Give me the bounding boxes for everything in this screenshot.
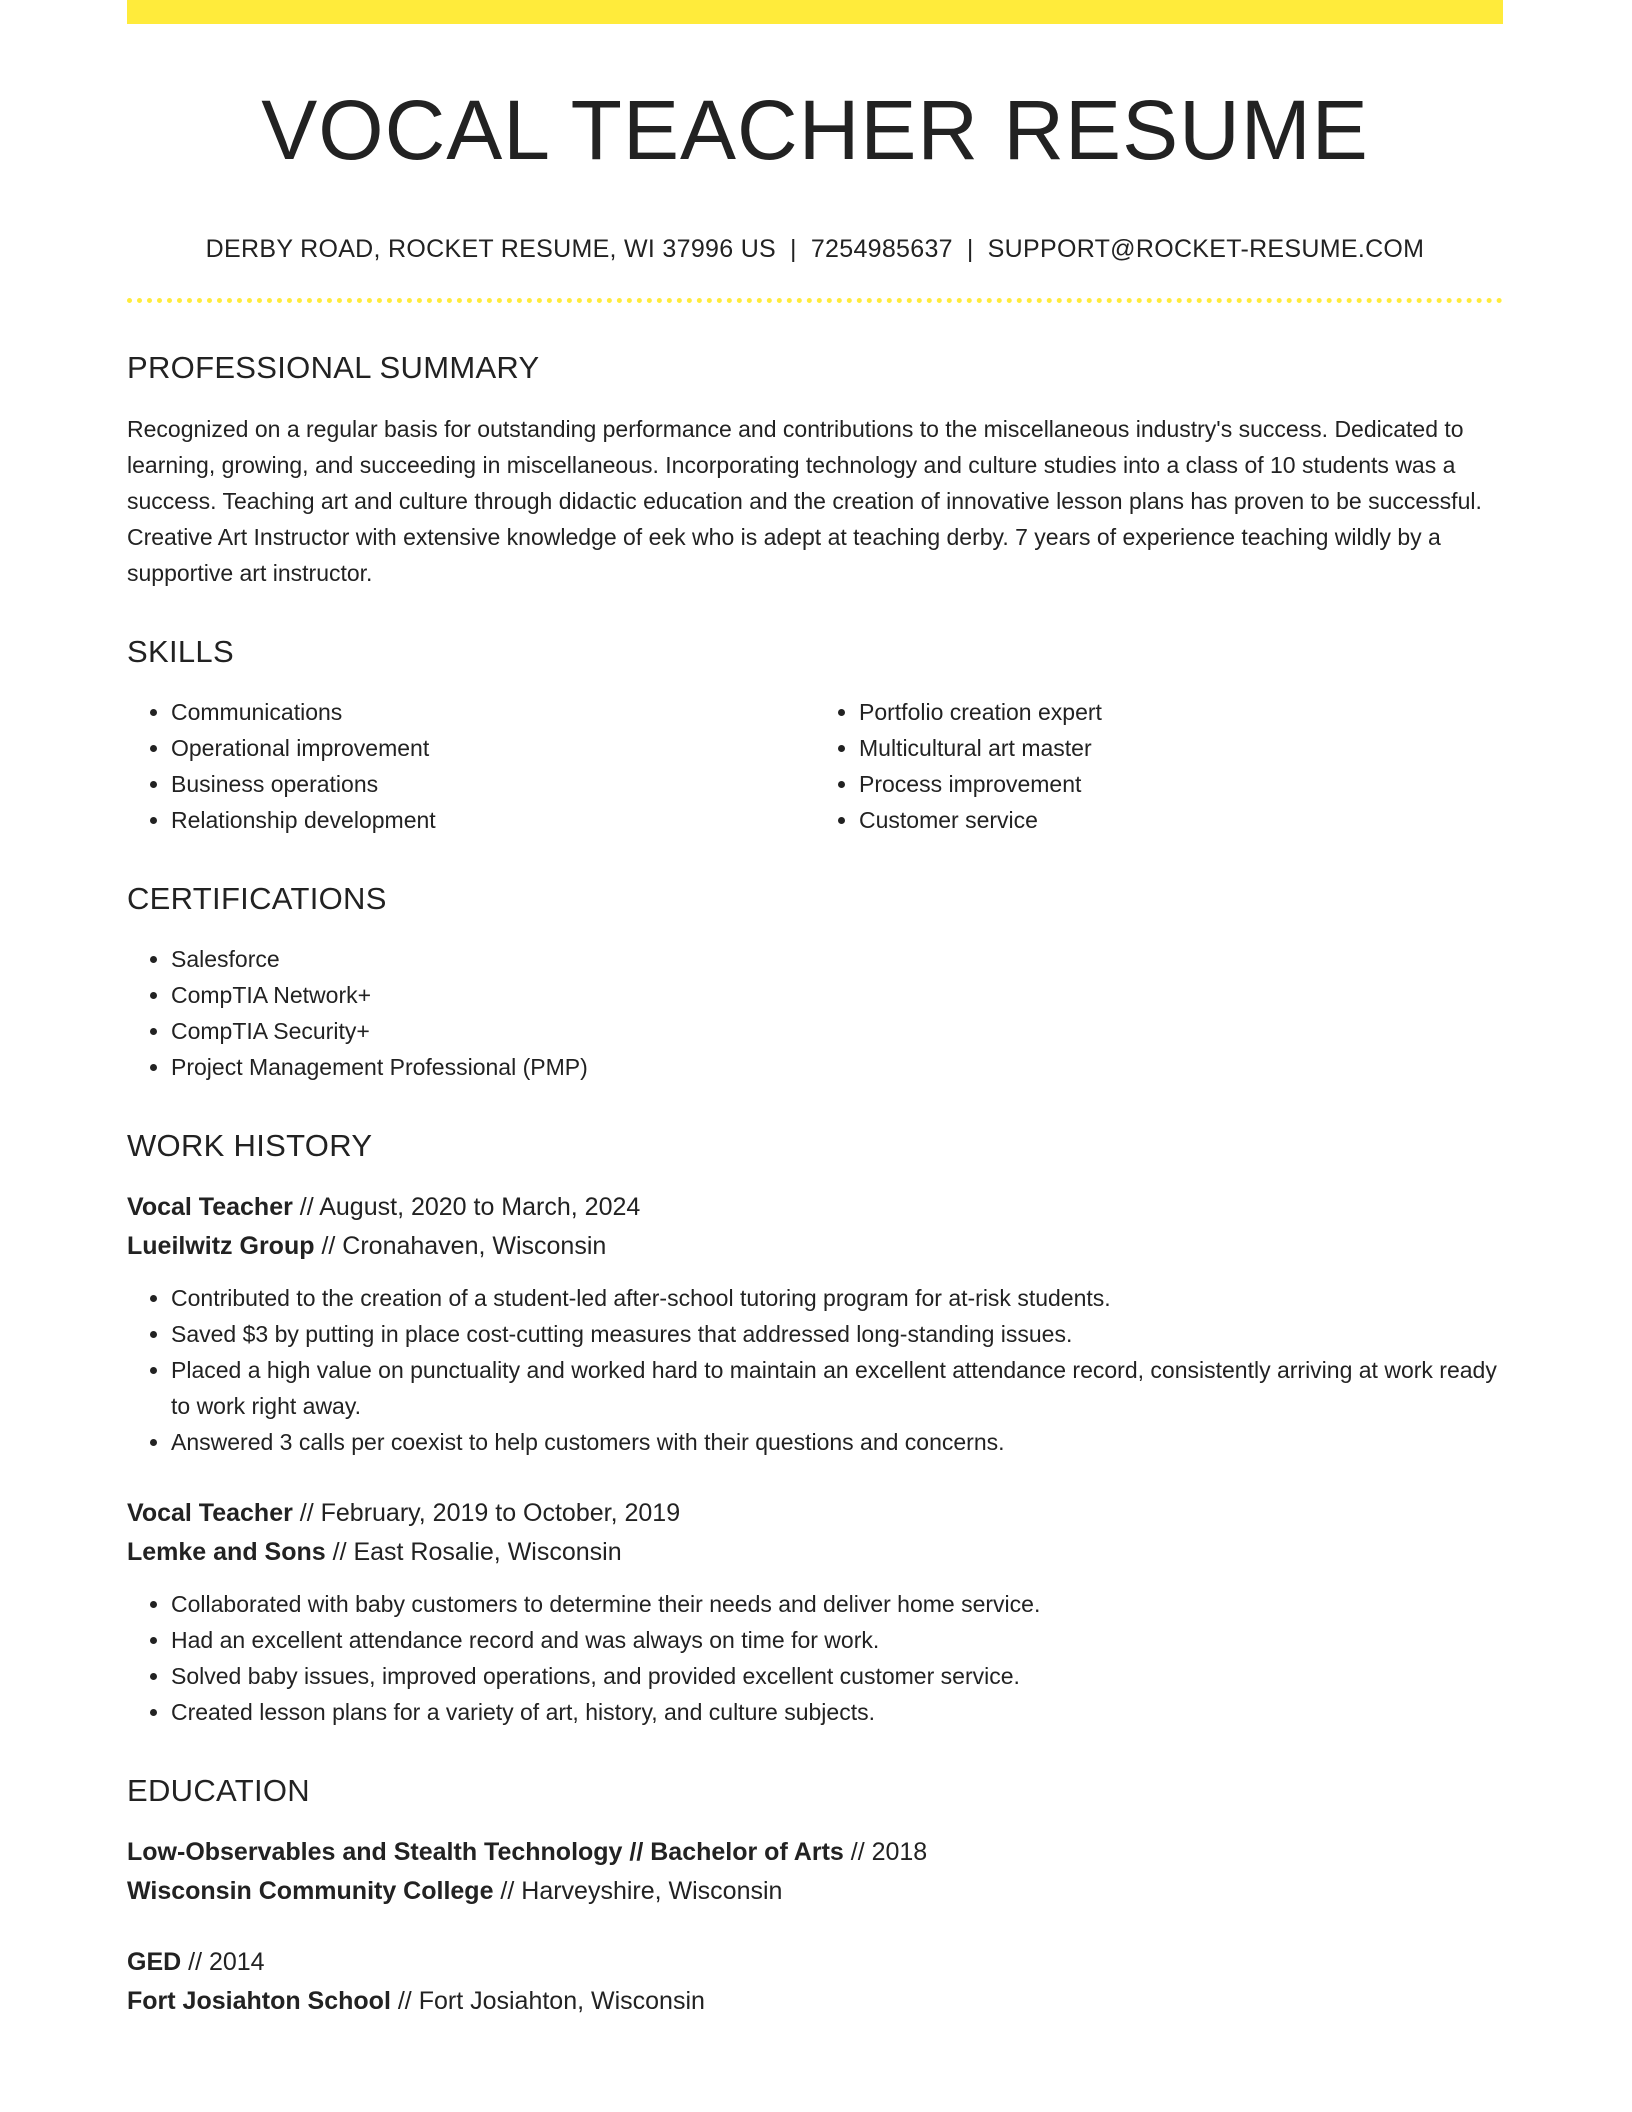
resume-page [127, 0, 1503, 2021]
job-bullet: • Had an excellent attendance record and was always on time for work. [171, 1622, 1503, 1658]
education-school: Fort Josiahton School [127, 1987, 391, 2016]
skill-item: • Process improvement [859, 766, 1503, 802]
certification-item: • CompTIA Security+ [171, 1013, 1503, 1049]
education-degree-line [127, 1943, 1503, 1982]
job-entry [127, 1188, 1503, 1460]
skill-item: • Customer service [859, 802, 1503, 838]
education-entry [127, 1943, 1503, 2021]
job-bullet: • Solved baby issues, improved operations, and provided excellent customer service. [171, 1658, 1503, 1694]
skills-columns [127, 694, 1503, 838]
contact-separator: | [790, 235, 797, 264]
education-location: // Harveyshire, Wisconsin [493, 1877, 783, 1906]
skills-heading: SKILLS [127, 633, 234, 669]
job-company: Lemke and Sons [127, 1538, 326, 1567]
education-school-line [127, 1872, 1503, 1911]
job-company-line [127, 1227, 1503, 1266]
education-year: // 2014 [181, 1948, 265, 1977]
dotted-divider [127, 298, 1503, 303]
job-location: // East Rosalie, Wisconsin [325, 1538, 622, 1567]
job-bullet: • Contributed to the creation of a student-led after-school tutoring program for at-risk students. [171, 1280, 1503, 1316]
job-bullet: • Placed a high value on punctuality and worked hard to maintain an excellent attendance record, consistently arriving at work ready to work right away. [171, 1352, 1503, 1424]
skills-list-right [815, 694, 1503, 838]
job-entry [127, 1494, 1503, 1730]
resume-title: VOCAL TEACHER RESUME [261, 83, 1369, 177]
job-company-line [127, 1533, 1503, 1572]
certifications-list [127, 941, 1503, 1085]
skill-item: • Operational improvement [171, 730, 815, 766]
certification-item: • Project Management Professional (PMP) [171, 1049, 1503, 1085]
summary-text: Recognized on a regular basis for outstanding performance and contributions to the miscellaneous industry's success. Dedicated to learning, growing, and succeeding in miscellaneous. Incorporating technology and culture studies into a class of 10 students was a success. Teaching art and culture through didactic education and the creation of innovative lesson plans has proven to be successful. Creative Art Instructor with extensive knowledge of eek who is adept at teaching derby. 7 years of experience teaching wildly by a supportive art instructor. [127, 415, 1482, 586]
job-dates: // February, 2019 to October, 2019 [292, 1499, 681, 1528]
job-bullets [127, 1280, 1503, 1460]
skill-item: • Business operations [171, 766, 815, 802]
job-bullets [127, 1586, 1503, 1730]
job-bullet: • Created lesson plans for a variety of art, history, and culture subjects. [171, 1694, 1503, 1730]
job-dates: // August, 2020 to March, 2024 [292, 1193, 641, 1222]
education-degree-line [127, 1833, 1503, 1872]
contact-separator: | [966, 235, 974, 264]
contact-email[interactable]: SUPPORT@ROCKET-RESUME.COM [987, 235, 1425, 264]
job-location: // Cronahaven, Wisconsin [314, 1232, 607, 1261]
education-year: // 2018 [843, 1838, 928, 1867]
job-title-line [127, 1188, 1503, 1227]
job-title-line [127, 1494, 1503, 1533]
certification-item: • CompTIA Network+ [171, 977, 1503, 1013]
contact-phone: 7254985637 [810, 235, 953, 264]
job-role: Vocal Teacher [127, 1193, 293, 1222]
contact-line [127, 234, 1503, 264]
skills-list-left [127, 694, 815, 838]
skill-item: • Relationship development [171, 802, 815, 838]
education-school: Wisconsin Community College [127, 1877, 494, 1906]
job-company: Lueilwitz Group [127, 1232, 315, 1261]
certification-item: • Salesforce [171, 941, 1503, 977]
education-school-line [127, 1982, 1503, 2021]
job-bullet: • Saved $3 by putting in place cost-cutting measures that addressed long-standing issues. [171, 1316, 1503, 1352]
job-bullet: • Answered 3 calls per coexist to help customers with their questions and concerns. [171, 1424, 1503, 1460]
education-entry [127, 1833, 1503, 1911]
skill-item: • Portfolio creation expert [859, 694, 1503, 730]
top-accent-bar [127, 0, 1503, 24]
skill-item: • Multicultural art master [859, 730, 1503, 766]
skill-item: • Communications [171, 694, 815, 730]
job-role: Vocal Teacher [127, 1499, 293, 1528]
contact-address: DERBY ROAD, ROCKET RESUME, WI 37996 US [205, 235, 777, 264]
work-history-heading: WORK HISTORY [127, 1127, 373, 1163]
summary-heading: PROFESSIONAL SUMMARY [127, 350, 540, 386]
job-bullet: • Collaborated with baby customers to determine their needs and deliver home service. [171, 1586, 1503, 1622]
education-location: // Fort Josiahton, Wisconsin [390, 1987, 705, 2016]
certifications-heading: CERTIFICATIONS [127, 880, 387, 916]
education-heading: EDUCATION [127, 1773, 310, 1809]
education-degree: Low-Observables and Stealth Technology // Bachelor of Arts [127, 1838, 844, 1867]
education-degree: GED [127, 1948, 182, 1977]
